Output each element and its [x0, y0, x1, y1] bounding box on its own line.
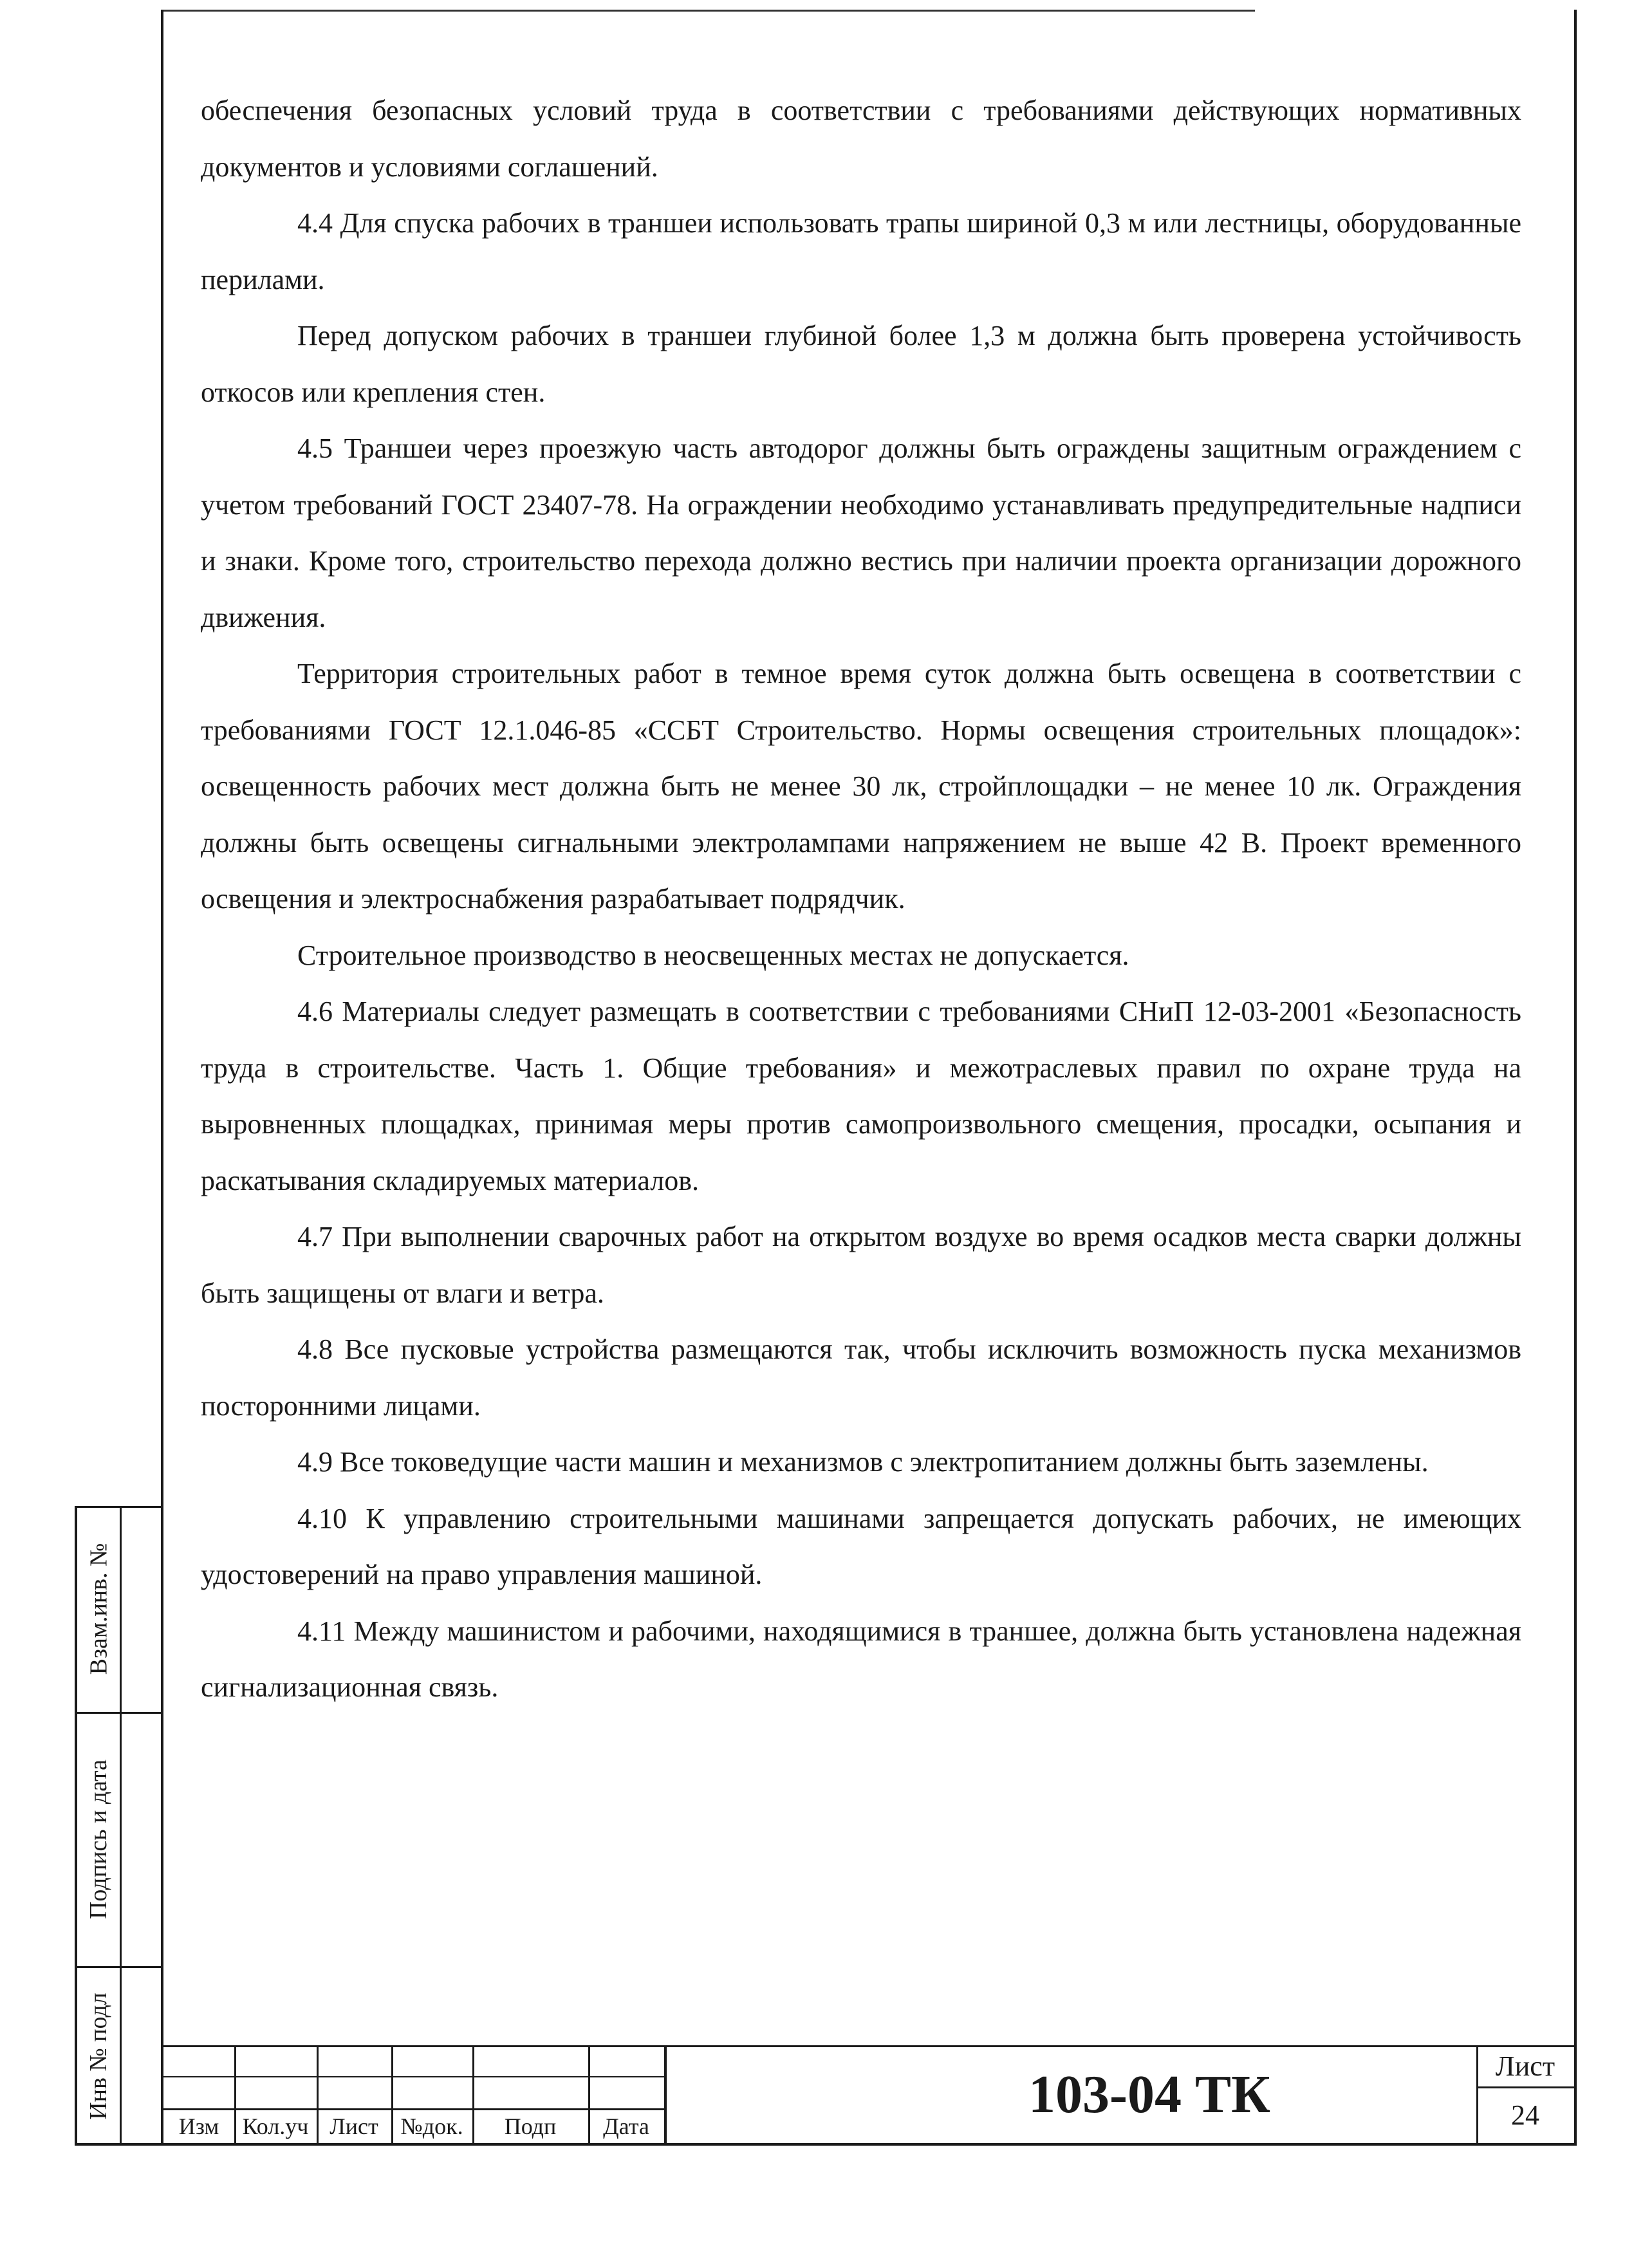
document-body	[201, 82, 1521, 1716]
frame-left-border	[161, 10, 163, 2145]
sheet-number: 24	[1511, 2099, 1539, 2131]
paragraph: Перед допуском рабочих в траншеи глубиной более 1,3 м должна быть проверена устойчивость откосов или крепления стен.	[201, 320, 1521, 408]
paragraph: Территория строительных работ в темное время суток должна быть освещена в соответствии с требованиями ГОСТ 12.1.046-85 «ССБТ Строительство. Нормы освещения строительных площадок»: освещенность рабочих мест должна быть не менее 30 лк, стройплощадки – не менее 10 лк. Ограждения должны быть освещены сигнальными электролампами напряжением не выше 42 В. Проект временного освещения и электроснабжения разрабатывает подрядчик.	[201, 658, 1521, 915]
header-list: Лист	[329, 2113, 378, 2139]
paragraph: 4.11 Между машинистом и рабочими, находящимися в траншее, должна быть установлена надежная сигнализационная связь.	[201, 1615, 1521, 1703]
replacement-inv-label: Взам.инв. №	[85, 1543, 113, 1675]
header-doc-number: №док.	[400, 2113, 463, 2139]
replacement-inv-label-cell	[77, 1506, 120, 1712]
sheet-label: Лист	[1495, 2050, 1555, 2082]
original-inv-label: Инв № подл	[85, 1992, 113, 2120]
frame-right-border	[1574, 10, 1577, 2145]
header-kol-uch: Кол.уч	[242, 2113, 309, 2139]
paragraph: 4.10 К управлению строительными машинами запрещается допускать рабочих, не имеющих удостоверений на право управления машиной.	[201, 1502, 1521, 1590]
paragraph: 4.4 Для спуска рабочих в траншеи использовать трапы шириной 0,3 м или лестницы, оборудованные перилами.	[201, 207, 1521, 295]
header-signature: Подп	[504, 2113, 557, 2139]
strip-divider	[120, 1506, 122, 2146]
header-izm: Изм	[178, 2113, 219, 2139]
original-inv-label-cell	[77, 1966, 120, 2146]
header-date: Дата	[603, 2113, 649, 2139]
signature-date-label-cell	[77, 1712, 120, 1966]
frame-bottom-border	[75, 2143, 1577, 2146]
binding-strip	[75, 1506, 161, 2146]
paragraph: Строительное производство в неосвещенных местах не допускается.	[297, 939, 1129, 971]
document-code: 103-04 ТК	[1028, 2064, 1270, 2124]
signature-date-label: Подпись и дата	[85, 1759, 113, 1919]
paragraph: обеспечения безопасных условий труда в соответствии с требованиями действующих нормативных документов и условиями соглашений.	[201, 95, 1521, 183]
frame-top-border	[161, 10, 1255, 12]
paragraph: 4.9 Все токоведущие части машин и механизмов с электропитанием должны быть заземлены.	[297, 1446, 1429, 1478]
paragraph: 4.6 Материалы следует размещать в соответствии с требованиями СНиП 12-03-2001 «Безопасность труда в строительстве. Часть 1. Общие требования» и межотраслевых правил по охране труда на выровненных площадках, принимая меры против самопроизвольного смещения, просадки, осыпания и раскатывания складируемых материалов.	[201, 996, 1521, 1196]
title-block	[163, 2045, 1574, 2143]
paragraph: 4.7 При выполнении сварочных работ на открытом воздухе во время осадков места сварки должны быть защищены от влаги и ветра.	[201, 1221, 1521, 1309]
paragraph: 4.8 Все пусковые устройства размещаются так, чтобы исключить возможность пуска механизмов посторонними лицами.	[201, 1333, 1521, 1422]
paragraph: 4.5 Траншеи через проезжую часть автодорог должны быть ограждены защитным ограждением с учетом требований ГОСТ 23407-78. На ограждении необходимо устанавливать предупредительные надписи и знаки. Кроме того, строительство перехода должно вестись при наличии проекта организации дорожного движения.	[201, 432, 1521, 633]
